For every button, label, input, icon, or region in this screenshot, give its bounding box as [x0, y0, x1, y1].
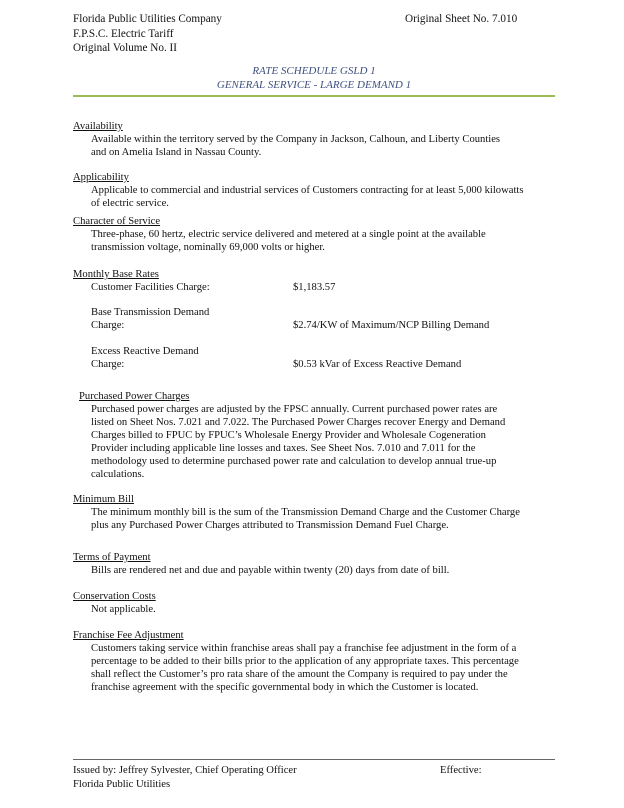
purchased-power-line: Provider including applicable line losses and taxes. See Sheet Nos. 7.010 and 7.011 for the — [91, 443, 476, 454]
footer-issued-by: Issued by: Jeffrey Sylvester, Chief Operating Officer — [73, 765, 297, 776]
applicability-body — [73, 184, 558, 210]
monthly-rates-table — [91, 281, 561, 376]
footer-divider — [73, 759, 555, 760]
character-section — [73, 215, 558, 254]
conservation-section — [73, 590, 558, 616]
availability-title: Availability — [73, 121, 123, 132]
rate-value: $2.74/KW of Maximum/NCP Billing Demand — [293, 320, 490, 331]
terms-section — [73, 551, 558, 577]
franchise-title: Franchise Fee Adjustment — [73, 630, 184, 641]
applicability-title: Applicability — [73, 172, 129, 183]
purchased-power-line: Purchased power charges are adjusted by the FPSC annually. Current purchased power rates are — [91, 404, 498, 415]
franchise-body — [73, 642, 558, 694]
minimum-bill-line: The minimum monthly bill is the sum of the Transmission Demand Charge and the Customer Charge — [91, 507, 520, 518]
franchise-line: percentage to be added to their bills prior to the application of any appropriate taxes. This percentage — [91, 656, 519, 667]
footer-company: Florida Public Utilities — [73, 779, 171, 790]
franchise-line: franchise agreement with the specific governmental body in which the Customer is located. — [91, 682, 479, 693]
rate-value: $0.53 kVar of Excess Reactive Demand — [293, 359, 462, 370]
header-volume: Original Volume No. II — [73, 42, 177, 54]
footer-effective: Effective: — [440, 765, 482, 776]
purchased-power-line: listed on Sheet Nos. 7.021 and 7.022. The Purchased Power Charges recover Energy and Demand — [91, 417, 506, 428]
rate-label-line: Charge: — [91, 359, 125, 370]
franchise-line: Customers taking service within franchise areas shall pay a franchise fee adjustment in the form of a — [91, 643, 517, 654]
conservation-line: Not applicable. — [91, 604, 156, 615]
rate-label: Customer Facilities Charge: — [91, 282, 210, 293]
minimum-bill-title: Minimum Bill — [73, 494, 134, 505]
purchased-power-title: Purchased Power Charges — [79, 391, 190, 402]
schedule-title-line2: GENERAL SERVICE - LARGE DEMAND 1 — [216, 78, 412, 91]
conservation-body — [73, 603, 558, 616]
rate-label — [91, 345, 291, 371]
header-tariff: F.P.S.C. Electric Tariff — [73, 27, 174, 40]
applicability-section — [73, 171, 558, 210]
rate-label-line: Base Transmission Demand — [91, 307, 210, 318]
purchased-power-line: methodology used to determine purchased power rate and calculation to develop annual true-up — [91, 456, 497, 467]
minimum-bill-body — [73, 506, 558, 532]
minimum-bill-line: plus any Purchased Power Charges attributed to Transmission Demand Fuel Charge. — [91, 520, 449, 531]
availability-body — [73, 133, 558, 159]
franchise-line: shall reflect the Customer’s pro rata share of the amount the Company is required to pay under the — [91, 669, 508, 680]
availability-section — [73, 120, 558, 159]
conservation-title: Conservation Costs — [73, 591, 156, 602]
character-line: transmission voltage, nominally 69,000 volts or higher. — [91, 242, 325, 253]
header-company: Florida Public Utilities Company — [73, 13, 222, 25]
character-line: Three-phase, 60 hertz, electric service delivered and metered at a single point at the available — [91, 229, 486, 240]
rate-label-line: Charge: — [91, 320, 125, 331]
purchased-power-line: calculations. — [91, 469, 145, 480]
rate-value: $1,183.57 — [293, 282, 336, 293]
terms-line: Bills are rendered net and due and payable within twenty (20) days from date of bill. — [91, 565, 450, 576]
terms-title: Terms of Payment — [73, 552, 151, 563]
schedule-title — [73, 65, 555, 92]
header-left — [73, 12, 222, 56]
availability-line: Available within the territory served by the Company in Jackson, Calhoun, and Liberty Counties — [91, 134, 501, 145]
terms-body — [73, 564, 558, 577]
franchise-section — [73, 629, 558, 694]
purchased-power-section — [79, 390, 559, 481]
applicability-line: Applicable to commercial and industrial services of Customers contracting for at least 5,000 kilowatts — [91, 185, 524, 196]
purchased-power-line: Charges billed to FPUC by FPUC’s Wholesale Energy Provider and Wholesale Cogeneration — [91, 430, 486, 441]
minimum-bill-section — [73, 493, 558, 532]
footer-left — [73, 764, 297, 792]
header-sheet-number: Original Sheet No. 7.010 — [405, 13, 518, 25]
title-divider — [73, 95, 555, 97]
monthly-rates-title: Monthly Base Rates — [73, 269, 159, 280]
monthly-rates-title-wrap — [73, 268, 558, 281]
character-title: Character of Service — [73, 216, 161, 227]
purchased-power-body — [79, 403, 559, 481]
character-body — [73, 228, 558, 254]
schedule-title-line1: RATE SCHEDULE GSLD 1 — [252, 65, 376, 77]
applicability-line: of electric service. — [91, 198, 169, 209]
rate-label — [91, 306, 291, 332]
rate-label-line: Excess Reactive Demand — [91, 346, 199, 357]
availability-line: and on Amelia Island in Nassau County. — [91, 147, 262, 158]
